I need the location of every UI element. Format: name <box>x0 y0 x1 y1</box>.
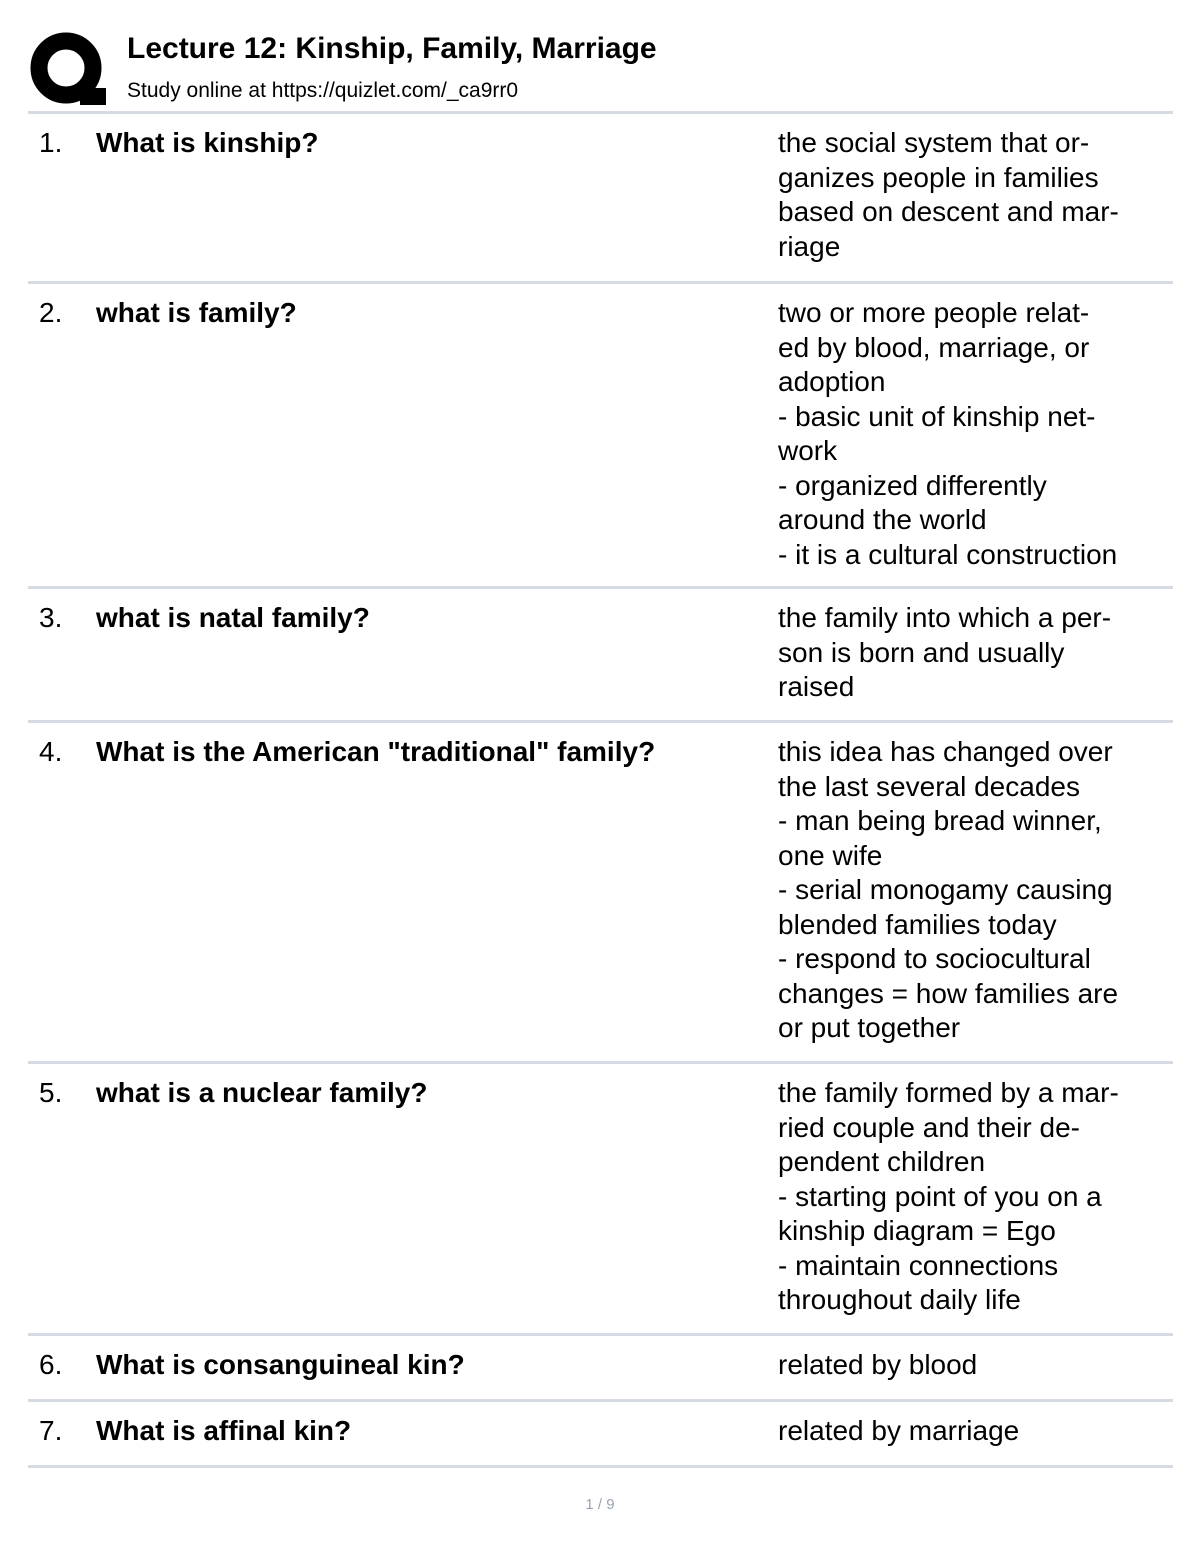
card-row <box>28 284 1173 586</box>
card-number: 1. <box>39 127 63 158</box>
card-row <box>28 114 1173 281</box>
card-term: what is a nuclear family? <box>96 1077 428 1108</box>
card-number: 3. <box>39 602 63 633</box>
flashcard-table <box>28 111 1173 1468</box>
card-definition: two or more people relat- ed by blood, marriage, or adoption - basic unit of kinship net- work - organized differently around the world - it is a cultural construction <box>778 297 1118 570</box>
card-row <box>28 1402 1173 1465</box>
card-number: 5. <box>39 1077 63 1108</box>
card-number: 7. <box>39 1415 63 1446</box>
card-term: What is consanguineal kin? <box>96 1349 465 1380</box>
card-row <box>28 1336 1173 1399</box>
page-number: 1 / 9 <box>585 1496 615 1513</box>
card-term: what is natal family? <box>96 602 370 633</box>
card-definition: related by marriage <box>778 1415 1020 1446</box>
card-term: What is kinship? <box>96 127 319 158</box>
card-number: 4. <box>39 736 63 767</box>
page-header <box>30 28 1172 110</box>
card-term: What is affinal kin? <box>96 1415 352 1446</box>
card-definition: this idea has changed over the last several decades - man being bread winner, one wife - serial monogamy causing blended families today - respond to sociocultural changes = how families are or put together <box>778 736 1119 1043</box>
card-term: What is the American "traditional" family? <box>96 736 656 767</box>
page-subtitle: Study online at https://quizlet.com/_ca9rr0 <box>127 79 519 102</box>
card-number: 6. <box>39 1349 63 1380</box>
card-definition: the social system that or- ganizes people in families based on descent and mar- riage <box>778 127 1119 262</box>
card-definition: the family into which a per- son is born and usually raised <box>778 602 1112 702</box>
page-title: Lecture 12: Kinship, Family, Marriage <box>127 32 657 65</box>
card-definition: the family formed by a mar- ried couple and their de- pendent children - starting point of you on a kinship diagram = Ego - maintain connections throughout daily life <box>778 1077 1119 1315</box>
card-definition: related by blood <box>778 1349 978 1380</box>
card-row <box>28 1064 1173 1333</box>
divider <box>28 1465 1173 1468</box>
card-number: 2. <box>39 297 63 328</box>
quizlet-logo-icon <box>30 32 106 108</box>
card-row <box>28 723 1173 1061</box>
card-row <box>28 589 1173 720</box>
card-term: what is family? <box>96 297 297 328</box>
